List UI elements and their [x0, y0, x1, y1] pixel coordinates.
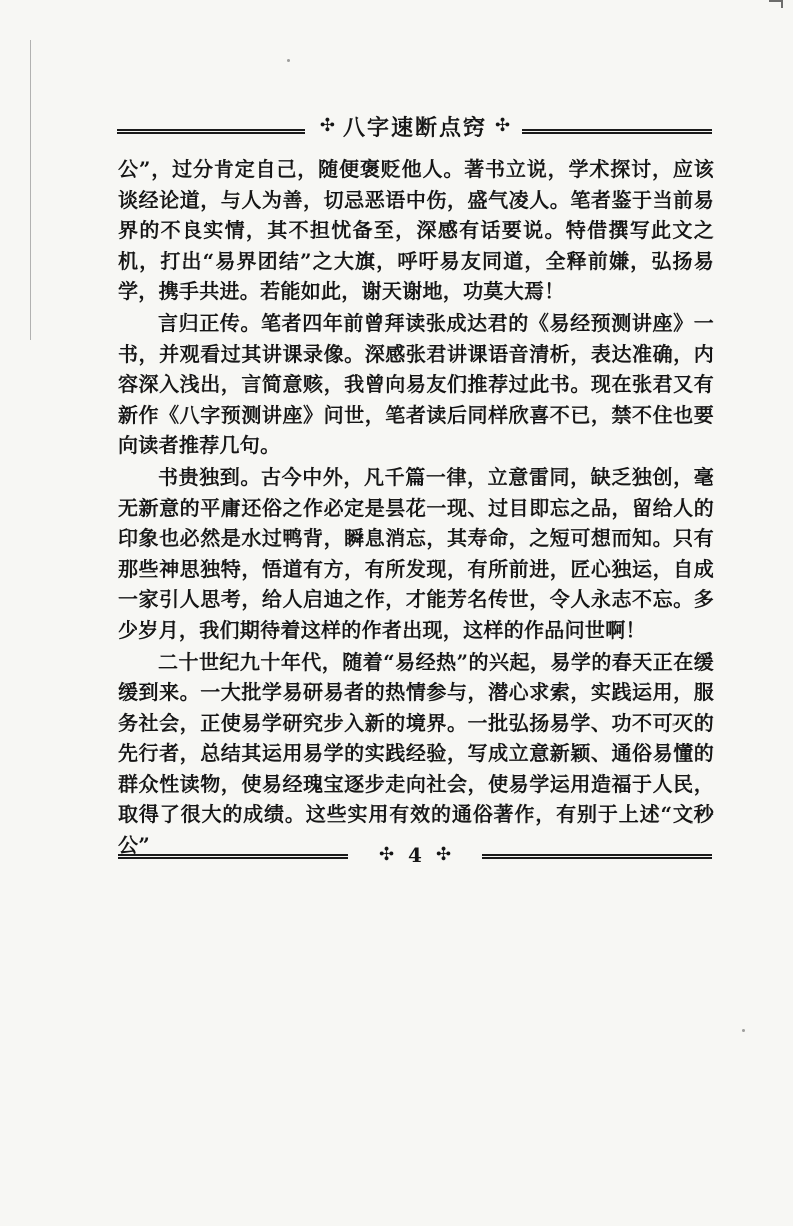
header-title-group [307, 108, 523, 144]
page-number: 4 [408, 843, 422, 867]
ornament-icon: ✣ [495, 115, 511, 136]
running-header-title: 八字速断点窍 [342, 114, 487, 141]
footer-rule-right [482, 854, 712, 856]
left-margin-mark [30, 40, 31, 340]
ornament-icon: ✣ [319, 115, 335, 136]
page-header [117, 108, 712, 144]
paragraph: 言归正传。笔者四年前曾拜读张成达君的《易经预测讲座》一书，并观看过其讲课录像。深感张君讲课语音清析，表达准确，内容深入浅出，言简意赅，我曾向易友们推荐过此书。现在张君又有新作《八字预测讲座》问世，笔者读后同样欣喜不已，禁不住也要向读者推荐几句。 [118, 310, 714, 458]
top-corner-mark [769, 0, 783, 8]
footer-rule-left [118, 854, 348, 856]
paragraph: 公”，过分肯定自己，随便褒贬他人。著书立说，学术探讨，应该谈经论道，与人为善，切忌恶语中伤，盛气凌人。笔者鉴于当前易界的不良实情，其不担忧备至，深感有话要说。特借撰写此文之机，打出“易界团结”之大旗，呼吁易友同道，全释前嫌，弘扬易学，携手共进。若能如此，谢天谢地，功莫大焉！ [118, 157, 714, 304]
scan-speck [287, 59, 290, 62]
paragraph: 二十世纪九十年代，随着“易经热”的兴起，易学的春天正在缓缓到来。一大批学易研易者的热情参与，潜心求索，实践运用，服务社会，正使易学研究步入新的境界。一批弘扬易学、功不可灭的先行者，总结其运用易学的实践经验，写成立意新颖、通俗易懂的群众性读物，使易经瑰宝逐步走向社会，使易学运用造福于人民，取得了很大的成绩。这些实用有效的通俗著作，有别于上述“文秒公” [118, 649, 714, 858]
ornament-icon: ✣ [378, 844, 395, 865]
footer-center-group [355, 840, 475, 870]
page-footer [118, 840, 712, 870]
body-text [118, 154, 714, 865]
header-rule-right [522, 129, 712, 131]
header-rule-left [117, 129, 305, 131]
ornament-icon: ✣ [435, 844, 452, 865]
paragraph: 书贵独到。古今中外，凡千篇一律，立意雷同，缺乏独创，毫无新意的平庸还俗之作必定是昙花一现、过目即忘之品，留给人的印象也必然是水过鸭背，瞬息消忘，其寿命，之短可想而知。只有那些神思独特，悟道有方，有所发现，有所前进，匠心独运，自成一家引人思考，给人启迪之作，才能芳名传世，令人永志不忘。多少岁月，我们期待着这样的作者出现，这样的作品问世啊！ [118, 464, 714, 642]
scan-speck [742, 1029, 745, 1032]
